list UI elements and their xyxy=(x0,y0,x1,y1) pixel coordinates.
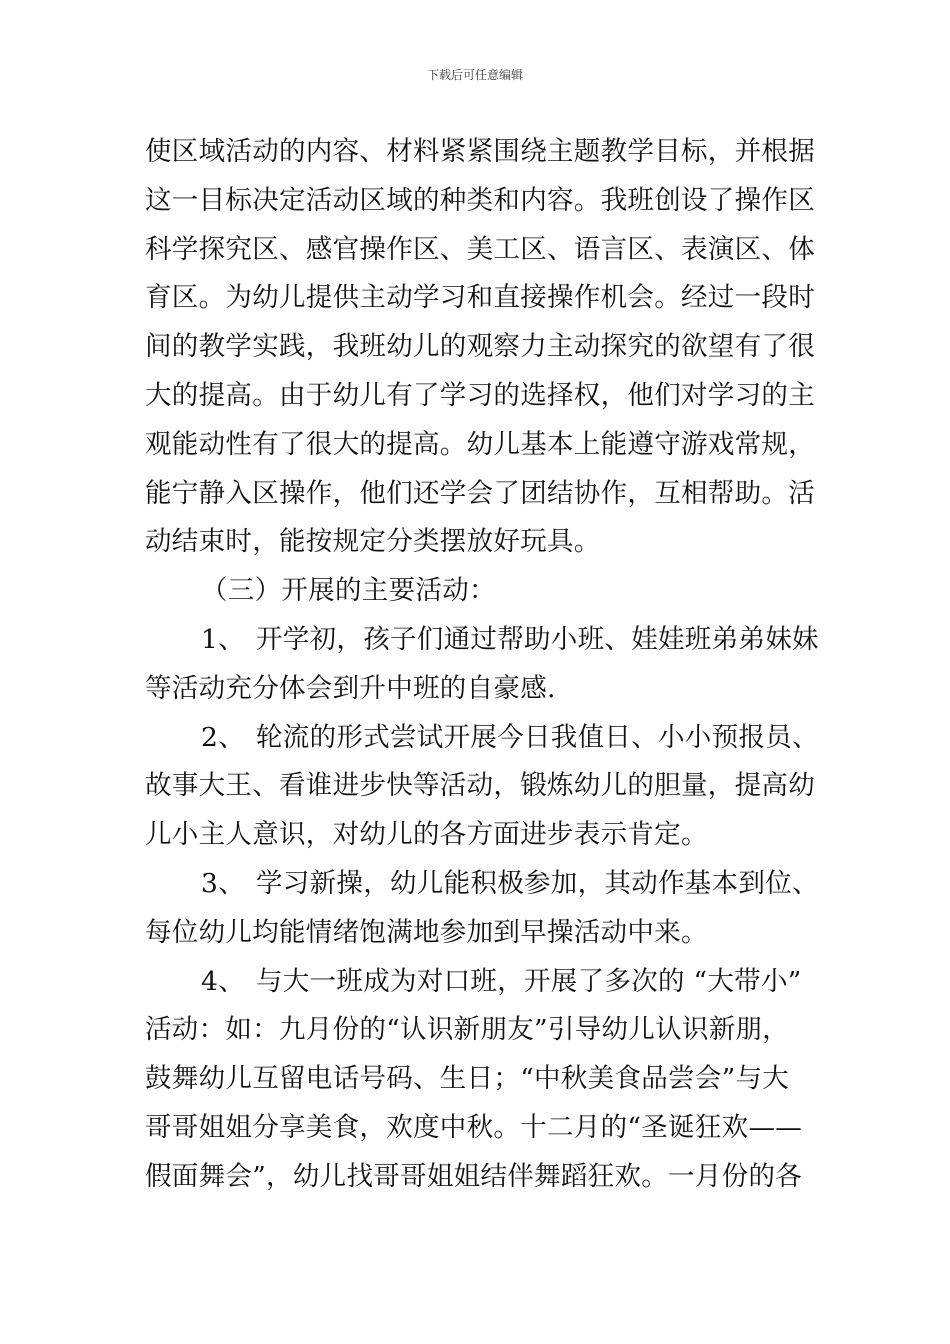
list-item xyxy=(145,958,810,1007)
document-body xyxy=(145,128,819,1202)
list-item-text: 开学初，孩子们通过帮助小班、娃娃班弟弟妹妹 xyxy=(256,623,819,655)
text-line: 育区。为幼儿提供主动学习和直接操作机会。经过一段时 xyxy=(145,282,815,314)
text-line: 间的教学实践，我班幼儿的观察力主动探究的欲望有了很 xyxy=(145,331,815,363)
list-item-text: 与大一班成为对口班，开展了多次的 “大带小” xyxy=(256,965,802,997)
list-number: 3、 xyxy=(201,867,245,899)
text-line: 活动：如：九月份的“认识新朋友”引导幼儿认识新朋， xyxy=(145,1014,790,1046)
list-item-text: 轮流的形式尝试开展今日我值日、小小预报员、 xyxy=(256,721,819,753)
text-line: 鼓舞幼儿互留电话号码、生日；“中秋美食品尝会”与大 xyxy=(145,1063,790,1095)
list-number: 1、 xyxy=(201,623,245,655)
list-number: 2、 xyxy=(201,721,245,753)
list-item-text: 学习新操，幼儿能积极参加，其动作基本到位、 xyxy=(256,867,819,899)
text-line: 每位幼儿均能情绪饱满地参加到早操活动中来。 xyxy=(145,916,708,948)
list-item xyxy=(145,616,819,665)
text-line: 哥哥姐姐分享美食，欢度中秋。十二月的“圣诞狂欢—— xyxy=(145,1111,803,1143)
text-line: 大的提高。由于幼儿有了学习的选择权，他们对学习的主 xyxy=(145,379,815,411)
text-line: 观能动性有了很大的提高。幼儿基本上能遵守游戏常规， xyxy=(145,428,815,460)
text-line: 动结束时，能按规定分类摆放好玩具。 xyxy=(145,526,601,558)
text-line: 假面舞会”，幼儿找哥哥姐姐结伴舞蹈狂欢。一月份的各 xyxy=(145,1160,803,1192)
text-line: 能宁静入区操作，他们还学会了团结协作，互相帮助。活 xyxy=(145,477,815,509)
text-line: 科学探究区、感官操作区、美工区、语言区、表演区、体 xyxy=(145,233,815,265)
text-line: 等活动充分体会到升中班的自豪感. xyxy=(145,672,556,704)
list-item xyxy=(145,860,819,909)
text-line: 儿小主人意识，对幼儿的各方面进步表示肯定。 xyxy=(145,819,708,851)
text-line: 使区域活动的内容、材料紧紧围绕主题教学目标，并根据 xyxy=(145,136,815,167)
text-line: 这一目标决定活动区域的种类和内容。我班创设了操作区 xyxy=(145,184,815,216)
list-number: 4、 xyxy=(201,965,245,997)
section-heading: （三）开展的主要活动： xyxy=(201,575,496,607)
page-header-note: 下载后可任意编辑 xyxy=(426,68,523,82)
text-line: 故事大王、看谁进步快等活动，锻炼幼儿的胆量，提高幼 xyxy=(145,770,815,802)
list-item xyxy=(145,714,819,763)
